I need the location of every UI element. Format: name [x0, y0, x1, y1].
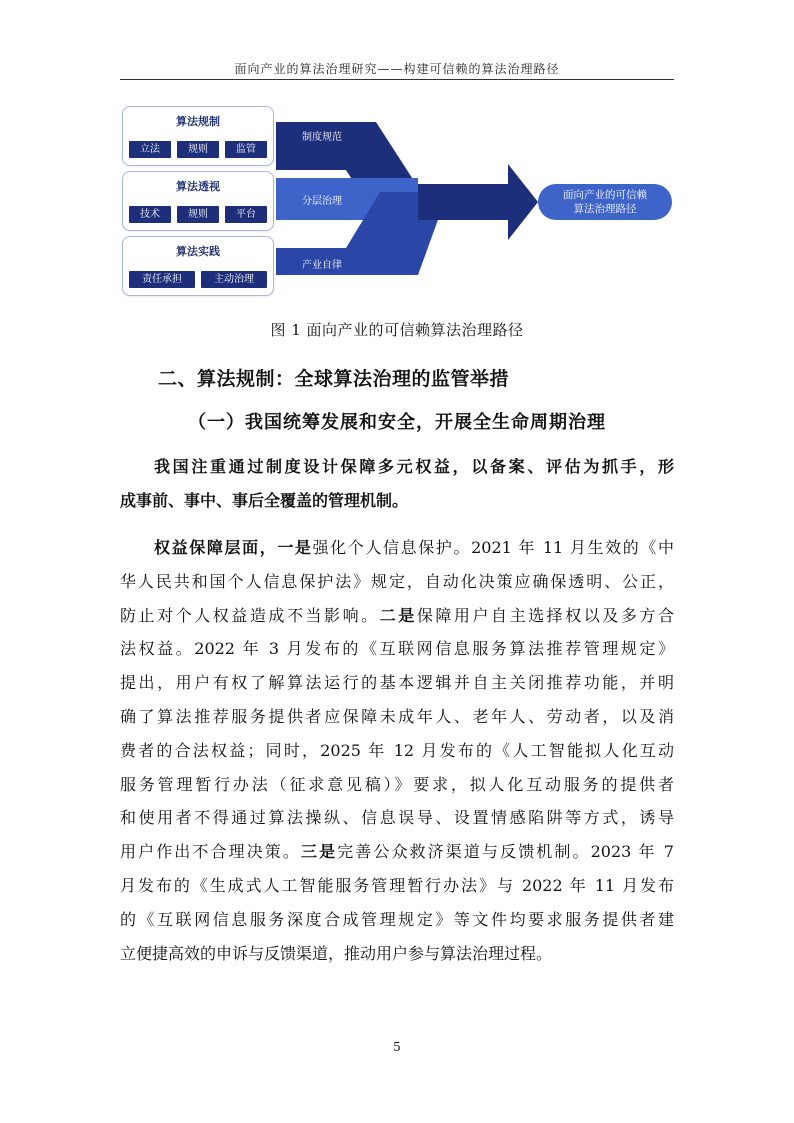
flow-label-middle: 分层治理: [302, 196, 342, 207]
intro-paragraph: [120, 450, 674, 518]
rights-paragraph: [120, 531, 674, 970]
page-number: 5: [393, 1040, 401, 1054]
tag: 主动治理: [201, 271, 267, 288]
header-rule: [120, 79, 674, 80]
result-pill: [538, 184, 672, 220]
text-run: 用户作出不合理决策。: [120, 842, 301, 862]
box-title: 算法实践: [176, 245, 220, 258]
text-line: 提出，用户有权了解算法运行的基本逻辑并自主关闭推荐功能，并明: [120, 673, 674, 693]
bold-marker: 一是: [277, 538, 313, 557]
text-line: 确了算法推荐服务提供者应保障未成年人、老年人、劳动者，以及消: [120, 706, 674, 726]
box-algorithm-regulation: [122, 106, 274, 166]
subsection-heading: （一）我国统筹发展和安全，开展全生命周期治理: [188, 412, 606, 433]
tag: 立法: [129, 141, 171, 158]
text-line: 的《互联网信息服务深度合成管理规定》等文件均要求服务提供者建: [120, 909, 674, 929]
tag: 监管: [225, 141, 267, 158]
text-line: 法权益。2022 年 3 月发布的《互联网信息服务算法推荐管理规定》: [120, 639, 674, 659]
text-run: 保障用户自主选择权以及多方合: [416, 605, 674, 625]
flow-arrow-head: [418, 164, 538, 240]
text-line: 华人民共和国个人信息保护法》规定，自动化决策应确保透明、公正，: [120, 571, 674, 591]
running-header: 面向产业的算法治理研究——构建可信赖的算法治理路径: [234, 62, 560, 76]
text-line: 我国注重通过制度设计保障多元权益，以备案、评估为抓手，形: [154, 457, 674, 476]
text-run: 强化个人信息保护。2021 年 11 月生效的《中: [312, 538, 674, 557]
box-algorithm-transparency: [122, 171, 274, 231]
text-line: 月发布的《生成式人工智能服务管理暂行办法》与 2022 年 11 月发布: [120, 875, 674, 895]
result-line: 面向产业的可信赖: [563, 189, 647, 201]
bold-marker: 三是: [301, 842, 338, 862]
box-title: 算法透视: [176, 180, 220, 193]
bold-lead: 权益保障层面，: [154, 538, 278, 557]
box-algorithm-practice: [122, 236, 274, 296]
tag: 责任承担: [129, 271, 195, 288]
text-line: 和使用者不得通过算法操纵、信息误导、设置情感陷阱等方式，诱导: [120, 808, 674, 828]
flow-label-top: 制度规范: [302, 132, 342, 143]
text-run: 防止对个人权益造成不当影响。: [120, 605, 380, 625]
text-line: [120, 835, 674, 869]
figure-governance-path: [118, 100, 688, 300]
tag: 规则: [177, 206, 219, 223]
box-title: 算法规制: [176, 115, 220, 128]
flow-label-bottom: 产业自律: [302, 260, 342, 271]
text-line: 费者的合法权益；同时，2025 年 12 月发布的《人工智能拟人化互动: [120, 740, 674, 760]
bold-marker: 二是: [379, 605, 417, 625]
section-heading: 二、算法规制：全球算法治理的监管举措: [158, 368, 510, 390]
tag: 规则: [177, 141, 219, 158]
result-line: 算法治理路径: [573, 203, 637, 215]
text-line: 成事前、事中、事后全覆盖的管理机制。: [120, 490, 409, 510]
text-run: 完善公众救济渠道与反馈机制。2023 年 7: [337, 842, 674, 862]
tag: 平台: [225, 206, 267, 223]
figure-caption: 图 1 面向产业的可信赖算法治理路径: [270, 321, 524, 339]
text-line: 服务管理暂行办法（征求意见稿）》要求，拟人化互动服务的提供者: [120, 774, 674, 794]
text-line: [120, 599, 674, 633]
text-line: 立便捷高效的申诉与反馈渠道，推动用户参与算法治理过程。: [120, 943, 553, 963]
tag: 技术: [129, 206, 171, 223]
text-line: [120, 531, 674, 565]
